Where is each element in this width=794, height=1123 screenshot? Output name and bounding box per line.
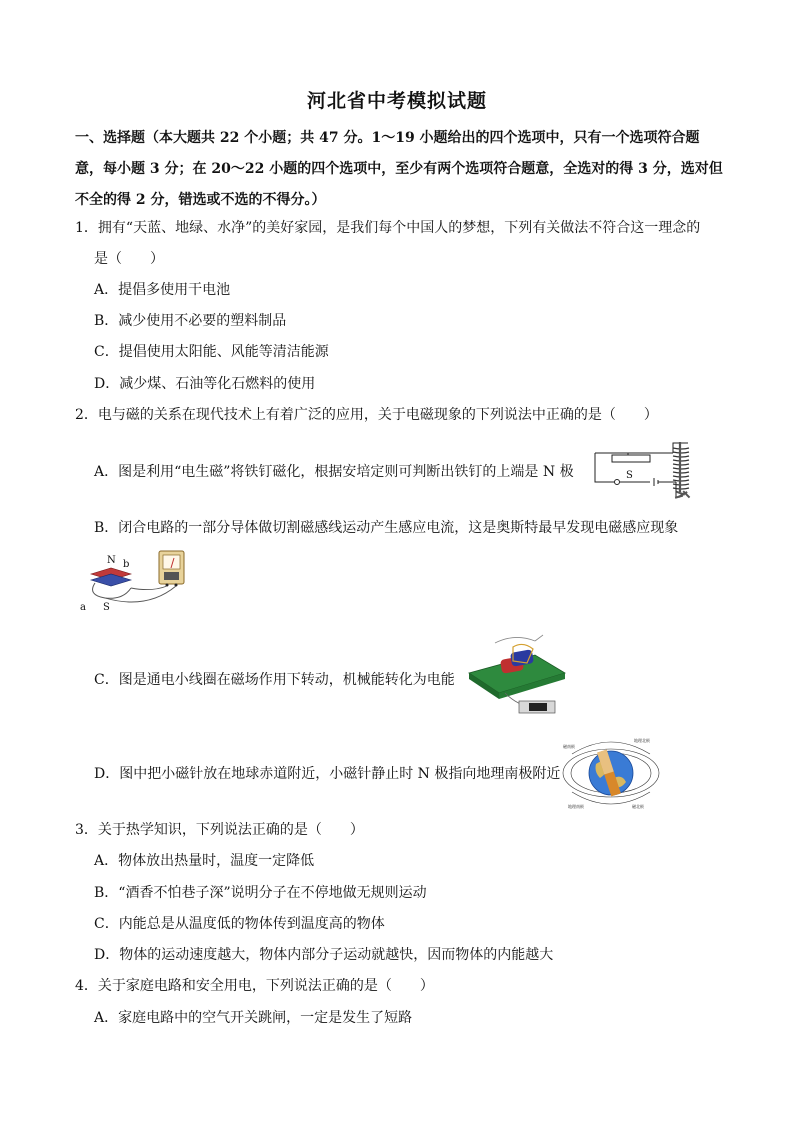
question-4-option-a: A．家庭电路中的空气开关跳闸，一定是发生了短路 xyxy=(94,1010,413,1026)
question-1-stem: 1．拥有“天蓝、地绿、水净”的美好家园，是我们每个中国人的梦想，下列有关做法不符合这一理念的 xyxy=(75,220,701,236)
switch-label: S xyxy=(626,470,633,481)
question-1-option-c: C．提倡使用太阳能、风能等清洁能源 xyxy=(94,344,329,360)
question-2-option-d: D．图中把小磁针放在地球赤道附近，小磁针静止时 N 极指向地理南极附近 xyxy=(94,766,561,782)
question-4-stem: 4．关于家庭电路和安全用电，下列说法正确的是（ ） xyxy=(75,978,434,994)
induction-figure xyxy=(77,548,187,614)
electromagnet-circuit-figure xyxy=(592,438,704,500)
magnet-n-label: N xyxy=(107,555,116,566)
question-2-stem: 2．电与磁的关系在现代技术上有着广泛的应用，关于电磁现象的下列说法中正确的是（ ） xyxy=(75,407,658,423)
question-2-option-a: A．图是利用“电生磁”将铁钉磁化，根据安培定则可判断出铁钉的上端是 N 极 xyxy=(94,464,574,480)
question-1-option-d: D．减少煤、石油等化石燃料的使用 xyxy=(94,376,316,392)
question-3-option-d: D．物体的运动速度越大，物体内部分子运动就越快，因而物体的内能越大 xyxy=(94,947,554,963)
mag-north-label: 磁北极 xyxy=(632,804,644,809)
motor-figure xyxy=(465,633,569,723)
question-1-option-a: A．提倡多使用干电池 xyxy=(94,282,231,298)
wire-a-label: a xyxy=(80,602,86,613)
earth-magnetic-field-figure xyxy=(560,734,662,810)
question-3-option-a: A．物体放出热量时，温度一定降低 xyxy=(94,853,315,869)
mag-south-label: 磁南极 xyxy=(563,744,575,749)
question-1-option-b: B．减少使用不必要的塑料制品 xyxy=(94,313,287,329)
question-3-option-c: C．内能总是从温度低的物体传到温度高的物体 xyxy=(94,916,385,932)
geo-north-label: 地理北极 xyxy=(634,738,650,743)
question-3-option-b: B．“酒香不怕巷子深”说明分子在不停地做无规则运动 xyxy=(94,885,427,901)
question-3-stem: 3．关于热学知识，下列说法正确的是（ ） xyxy=(75,822,364,838)
question-2-option-c: C．图是通电小线圈在磁场作用下转动，机械能转化为电能 xyxy=(94,672,455,688)
question-2-option-b: B．闭合电路的一部分导体做切割磁感线运动产生感应电流，这是奥斯特最早发现电磁感应现象 xyxy=(94,520,679,536)
magnet-s-label: S xyxy=(103,602,110,613)
section-header: 一、选择题（本大题共 22 个小题；共 47 分。1～19 小题给出的四个选项中，只有一个选项符合题意，每小题 3 分；在 20～22 小题的四个选项中，至少有两个选项符合题意，全选对的得 3 分，选对但不全的得 2 分，错选或不选的不得分。） xyxy=(75,130,723,208)
geo-south-label: 地理南极 xyxy=(568,804,584,809)
page-title: 河北省中考模拟试题 xyxy=(306,90,487,112)
wire-b-label: b xyxy=(123,559,130,570)
question-1-stem-cont: 是（ ） xyxy=(94,251,164,267)
